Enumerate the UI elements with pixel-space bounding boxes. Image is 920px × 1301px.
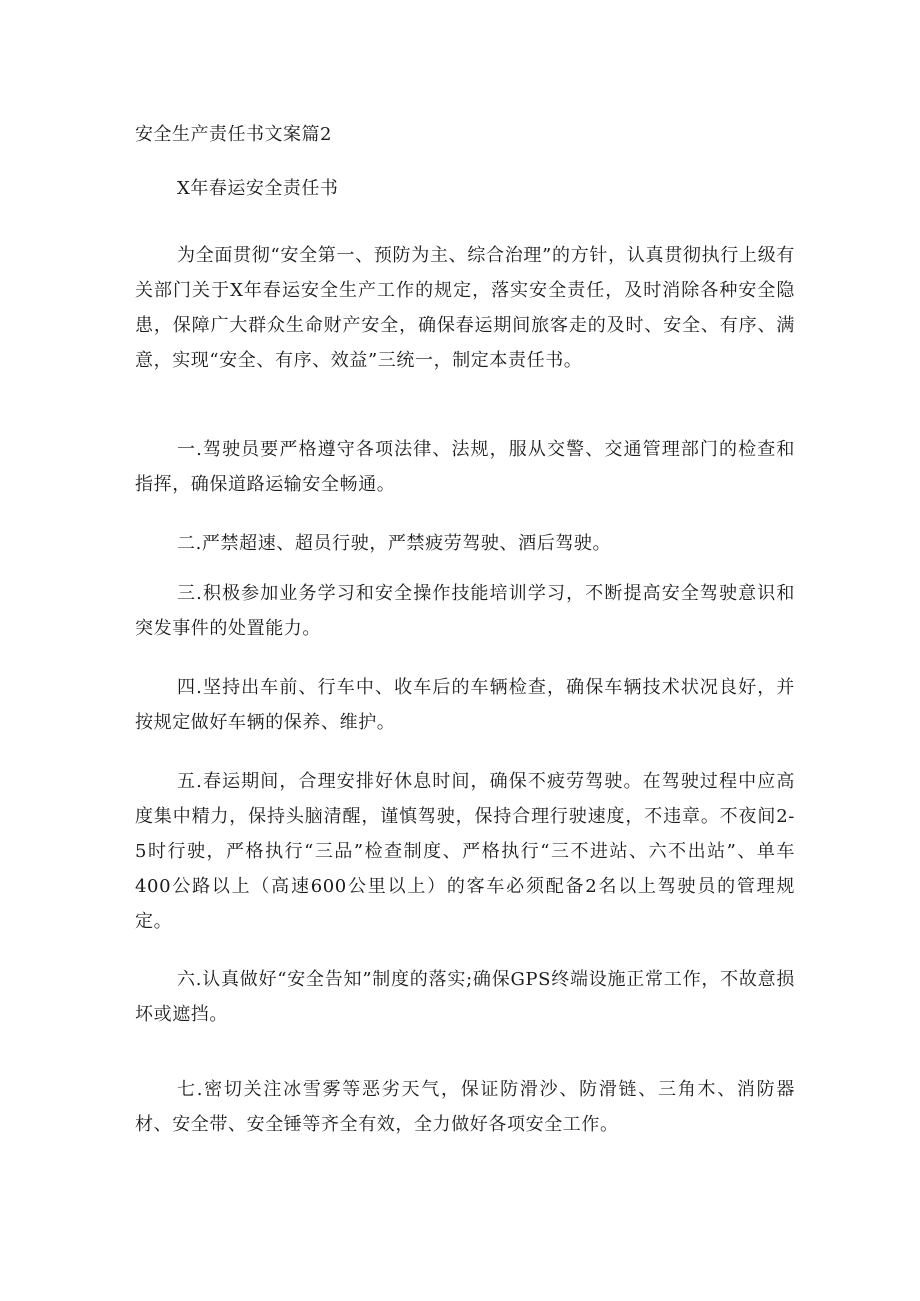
clause-1-paragraph: 一.驾驶员要严格遵守各项法律、法规，服从交警、交通管理部门的检查和指挥，确保道路运输安全畅通。	[135, 439, 795, 495]
clause-6-paragraph: 六.认真做好“安全告知”制度的落实;确保GPS终端设施正常工作，不故意损坏或遮挡。	[135, 969, 795, 1025]
intro-paragraph: 为全面贯彻“安全第一、预防为主、综合治理”的方针，认真贯彻执行上级有关部门关于X年春运安全生产工作的规定，落实安全责任，及时消除各种安全隐患，保障广大群众生命财产安全，确保春运期间旅客走的及时、安全、有序、满意，实现“安全、有序、效益”三统一，制定本责任书。	[135, 245, 795, 371]
clause-7-paragraph: 七.密切关注冰雪雾等恶劣天气，保证防滑沙、防滑链、三角木、消防器材、安全带、安全锤等齐全有效，全力做好各项安全工作。	[135, 1079, 795, 1135]
clause-2-paragraph: 二.严禁超速、超员行驶，严禁疲劳驾驶、酒后驾驶。	[177, 533, 612, 554]
document-title: 安全生产责任书文案篇2	[135, 124, 332, 145]
document-heading: X年春运安全责任书	[177, 178, 339, 199]
clause-4-paragraph: 四.坚持出车前、行车中、收车后的车辆检查，确保车辆技术状况良好，并按规定做好车辆的保养、维护。	[135, 677, 795, 733]
clause-3-paragraph: 三.积极参加业务学习和安全操作技能培训学习，不断提高安全驾驶意识和突发事件的处置能力。	[135, 583, 795, 639]
clause-5-paragraph: 五.春运期间，合理安排好休息时间，确保不疲劳驾驶。在驾驶过程中应高度集中精力，保持头脑清醒，谨慎驾驶，保持合理行驶速度，不违章。不夜间2-5时行驶，严格执行“三品”检查制度、严格执行“三不进站、六不出站”、单车400公路以上（高速600公里以上）的客车必须配备2名以上驾驶员的管理规定。	[135, 771, 795, 932]
